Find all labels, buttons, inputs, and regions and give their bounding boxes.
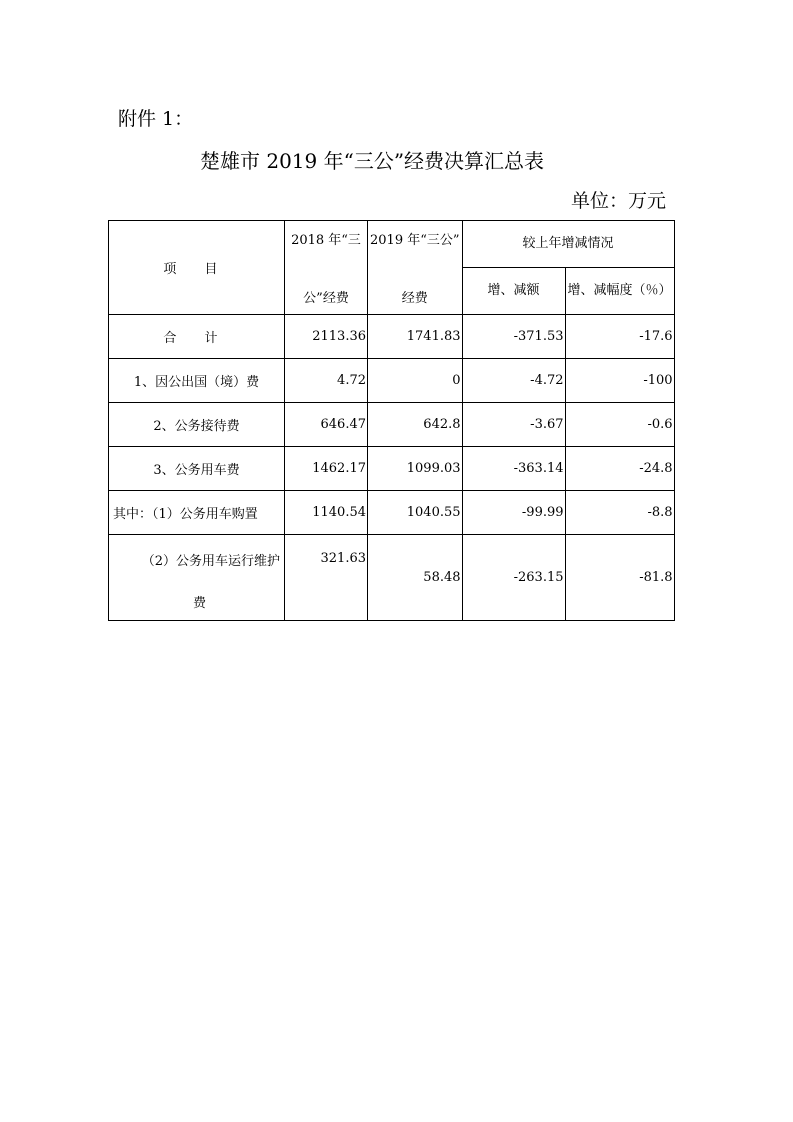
table-row bbox=[109, 535, 675, 621]
cell-change-pct: -0.6 bbox=[565, 403, 674, 447]
cell-2019: 58.48 bbox=[368, 535, 463, 621]
unit-label: 单位：万元 bbox=[571, 190, 667, 212]
cell-2018: 2113.36 bbox=[285, 315, 368, 359]
row-label-line1: （2）公务用车运行维护 bbox=[141, 553, 280, 569]
cell-2018: 1462.17 bbox=[285, 447, 368, 491]
cell-2018: 4.72 bbox=[285, 359, 368, 403]
cell-2019: 1741.83 bbox=[368, 315, 463, 359]
cell-2019: 642.8 bbox=[368, 403, 463, 447]
header-change-amount: 增、减额 bbox=[462, 268, 565, 315]
table-row bbox=[109, 359, 675, 403]
cell-change-pct: -24.8 bbox=[565, 447, 674, 491]
table-row bbox=[109, 491, 675, 535]
table-row bbox=[109, 315, 675, 359]
header-item: 项 目 bbox=[109, 221, 285, 315]
header-change-pct: 增、减幅度（％） bbox=[565, 268, 674, 315]
header-row bbox=[109, 221, 675, 268]
table-row bbox=[109, 447, 675, 491]
cell-change-amount: -263.15 bbox=[462, 535, 565, 621]
row-label bbox=[109, 535, 285, 621]
cell-2018: 646.47 bbox=[285, 403, 368, 447]
cell-change-pct: -100 bbox=[565, 359, 674, 403]
cell-2019: 0 bbox=[368, 359, 463, 403]
cell-change-amount: -371.53 bbox=[462, 315, 565, 359]
row-label-line2: 费 bbox=[193, 595, 207, 611]
row-label: 2、公务接待费 bbox=[109, 403, 285, 447]
row-label: 其中：（1）公务用车购置 bbox=[109, 491, 285, 535]
header-2019-line2: 经费 bbox=[368, 268, 463, 315]
cell-change-amount: -363.14 bbox=[462, 447, 565, 491]
table-row bbox=[109, 403, 675, 447]
header-2018-line2: 公”经费 bbox=[285, 268, 368, 315]
attachment-label: 附件 1： bbox=[118, 108, 194, 130]
cell-2019: 1040.55 bbox=[368, 491, 463, 535]
row-label: 合 计 bbox=[109, 315, 285, 359]
cell-2018: 1140.54 bbox=[285, 491, 368, 535]
row-label: 3、公务用车费 bbox=[109, 447, 285, 491]
row-label: 1、因公出国（境）费 bbox=[109, 359, 285, 403]
cell-change-amount: -4.72 bbox=[462, 359, 565, 403]
cell-change-pct: -17.6 bbox=[565, 315, 674, 359]
page-title: 楚雄市 2019 年“三公”经费决算汇总表 bbox=[200, 149, 545, 173]
cell-change-pct: -8.8 bbox=[565, 491, 674, 535]
cell-change-amount: -99.99 bbox=[462, 491, 565, 535]
header-2019-line1: 2019 年“三公” bbox=[368, 221, 463, 268]
cell-change-amount: -3.67 bbox=[462, 403, 565, 447]
cell-2019: 1099.03 bbox=[368, 447, 463, 491]
header-change: 较上年增减情况 bbox=[462, 221, 674, 268]
cell-change-pct: -81.8 bbox=[565, 535, 674, 621]
header-2018-line1: 2018 年“三 bbox=[285, 221, 368, 268]
cell-2018: 321.63 bbox=[285, 535, 368, 621]
summary-table bbox=[108, 220, 675, 621]
